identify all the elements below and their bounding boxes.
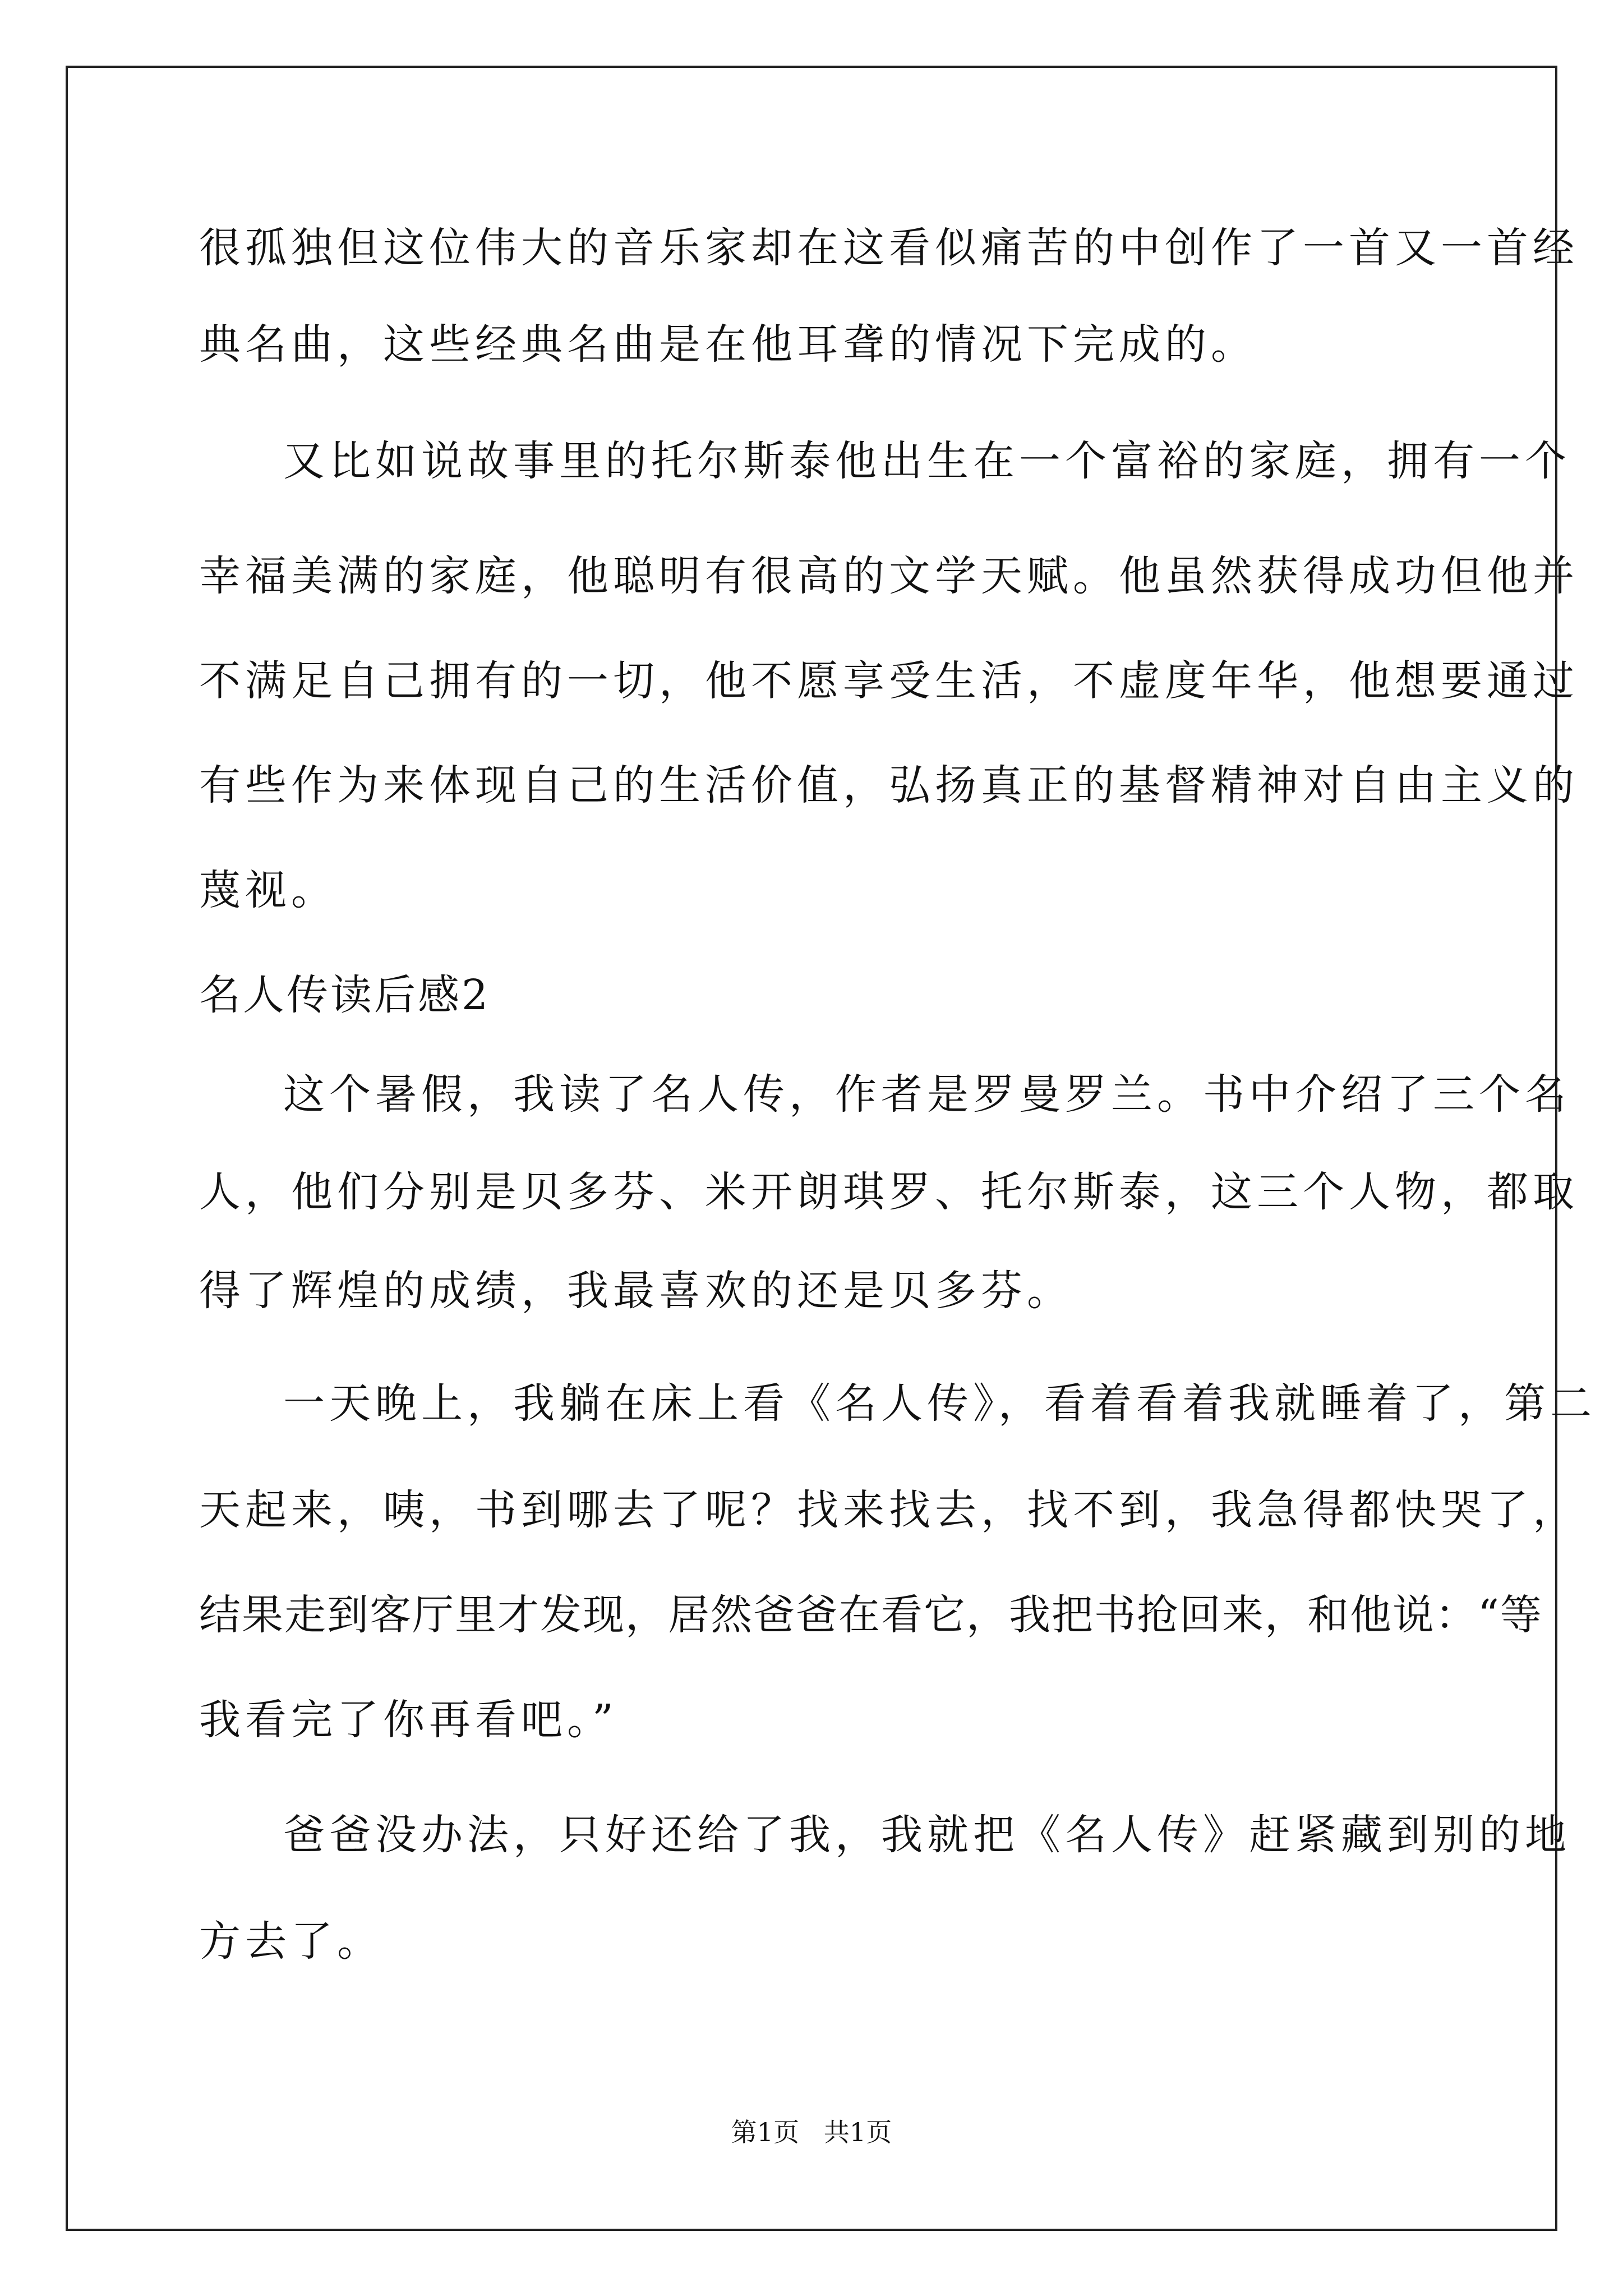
paragraph-2-line-3: 不满足自己拥有的一切，他不愿享受生活，不虚度年华，他想要通过	[199, 657, 1579, 705]
paragraph-3-line-1: 这个暑假，我读了名人传，作者是罗曼罗兰。书中介绍了三个名	[283, 1070, 1571, 1119]
paragraph-3-line-3: 得了辉煌的成绩，我最喜欢的还是贝多芬。	[199, 1267, 1073, 1315]
paragraph-5-line-2: 方去了。	[199, 1917, 383, 1966]
paragraph-2-line-1: 又比如说故事里的托尔斯泰他出生在一个富裕的家庭，拥有一个	[283, 437, 1571, 485]
paragraph-5-line-1: 爸爸没办法，只好还给了我，我就把《名人传》赶紧藏到别的地	[283, 1811, 1571, 1859]
paragraph-2-line-5: 蔑视。	[199, 866, 337, 914]
paragraph-2-line-4: 有些作为来体现自己的生活价值，弘扬真正的基督精神对自由主义的	[199, 761, 1579, 809]
paragraph-3-line-2: 人，他们分别是贝多芬、米开朗琪罗、托尔斯泰，这三个人物，都取	[199, 1168, 1579, 1216]
page-footer: 第1页 共1页	[731, 2117, 892, 2147]
paragraph-4-line-3: 结果走到客厅里才发现，居然爸爸在看它，我把书抢回来，和他说：“等	[199, 1591, 1543, 1639]
paragraph-1-line-2: 典名曲，这些经典名曲是在他耳聋的情况下完成的。	[199, 320, 1257, 369]
paragraph-4-line-4: 我看完了你再看吧。”	[199, 1696, 618, 1744]
paragraph-4-line-2: 天起来，咦，书到哪去了呢？找来找去，找不到，我急得都快哭了，	[199, 1486, 1579, 1534]
paragraph-4-line-1: 一天晚上，我躺在床上看《名人传》，看着看着我就睡着了，第二	[283, 1379, 1596, 1428]
paragraph-1-line-1: 很孤独但这位伟大的音乐家却在这看似痛苦的中创作了一首又一首经	[199, 224, 1579, 272]
paragraph-2-line-2: 幸福美满的家庭，他聪明有很高的文学天赋。他虽然获得成功但他并	[199, 552, 1579, 600]
page-border	[66, 66, 1557, 2231]
section-heading: 名人传读后感2	[199, 971, 491, 1019]
